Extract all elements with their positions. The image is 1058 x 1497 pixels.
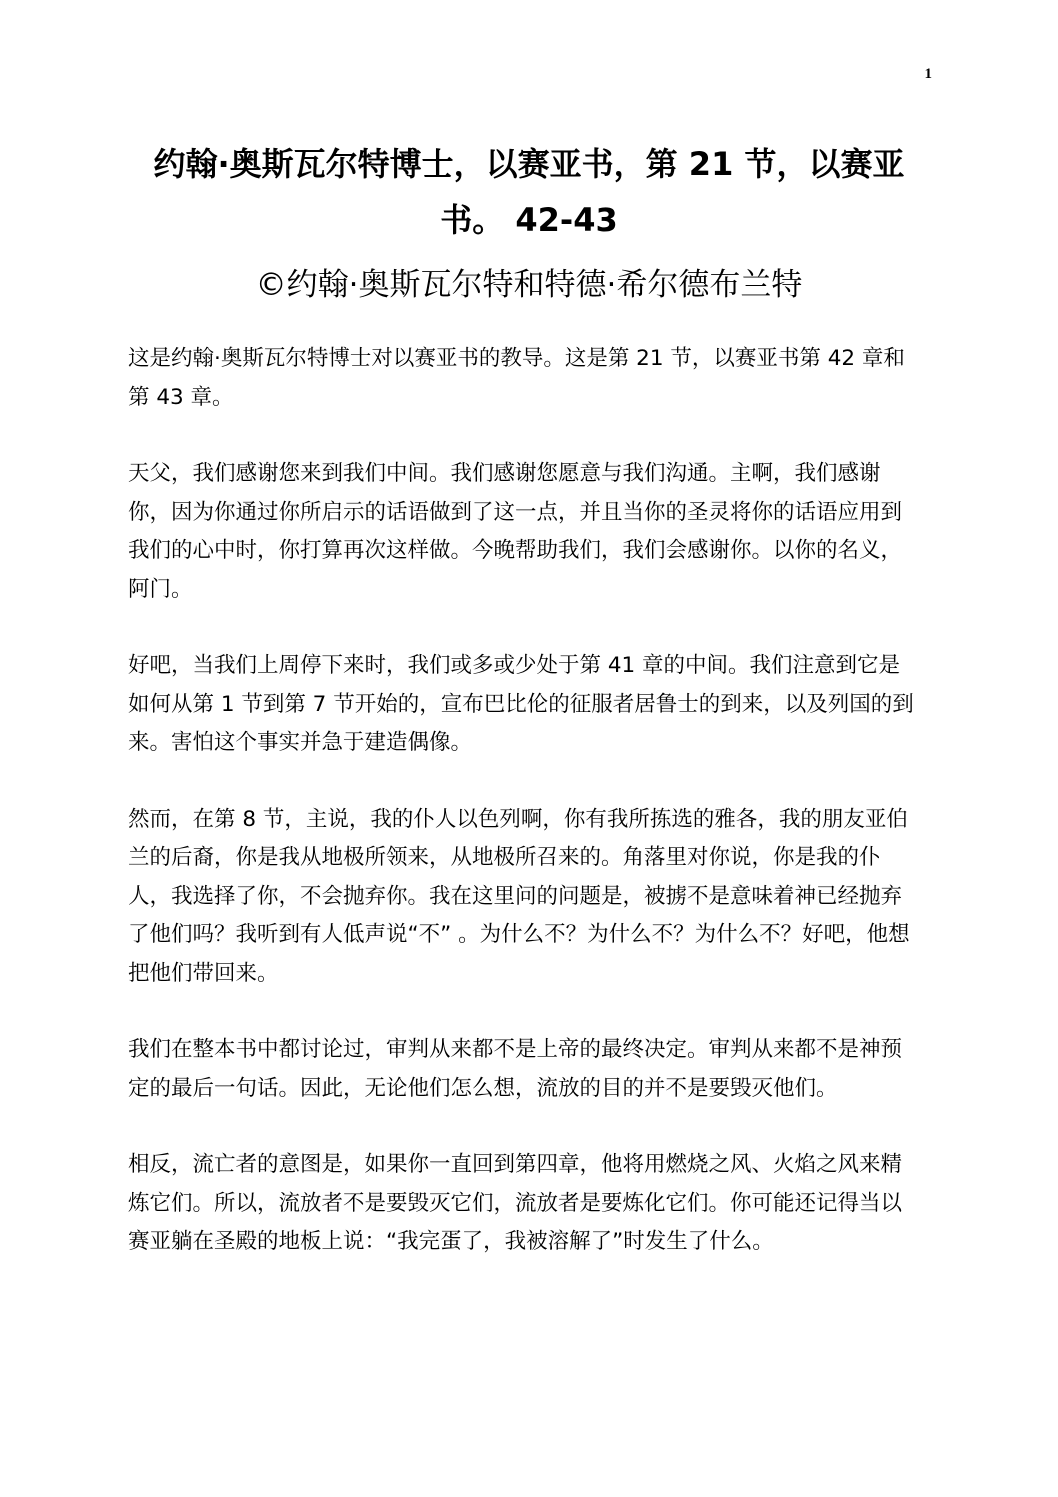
copyright-line: ©约翰·奥斯瓦尔特和特德·希尔德布兰特 [255,267,803,303]
document-body [128,340,920,1300]
paragraph: 好吧，当我们上周停下来时，我们或多或少处于第 41 章的中间。我们注意到它是如何从第 1 节到第 7 节开始的，宣布巴比伦的征服者居鲁士的到来，以及列国的到来。害怕这个事实并急于建造偶像。 [128,653,914,755]
paragraph: 相反，流亡者的意图是，如果你一直回到第四章，他将用燃烧之风、火焰之风来精炼它们。所以，流放者不是要毁灭它们，流放者是要炼化它们。你可能还记得当以赛亚躺在圣殿的地板上说：“我完蛋了，我被溶解了”时发生了什么。 [128,1152,903,1254]
document-title: 约翰·奥斯瓦尔特博士，以赛亚书，第 21 节，以赛亚书。 42-43 [153,145,905,239]
paragraph: 这是约翰·奥斯瓦尔特博士对以赛亚书的教导。这是第 21 节，以赛亚书第 42 章和第 43 章。 [128,346,905,410]
paragraph: 然而，在第 8 节，主说，我的仆人以色列啊，你有我所拣选的雅各，我的朋友亚伯兰的后裔，你是我从地极所领来，从地极所召来的。角落里对你说，你是我的仆人，我选择了你，不会抛弃你。我在这里问的问题是，被掳不是意味着神已经抛弃了他们吗？我听到有人低声说“不” 。为什么不？为什么不？为什么不？好吧，他想把他们带回来。 [128,806,910,986]
paragraph: 天父，我们感谢您来到我们中间。我们感谢您愿意与我们沟通。主啊，我们感谢你，因为你通过你所启示的话语做到了这一点，并且当你的圣灵将你的话语应用到我们的心中时，你打算再次这样做。今晚帮助我们，我们会感谢你。以你的名义，阿门。 [128,461,903,602]
page-number: 1 [924,66,932,82]
paragraph: 我们在整本书中都讨论过，审判从来都不是上帝的最终决定。审判从来都不是神预定的最后一句话。因此，无论他们怎么想，流放的目的并不是要毁灭他们。 [128,1037,903,1101]
